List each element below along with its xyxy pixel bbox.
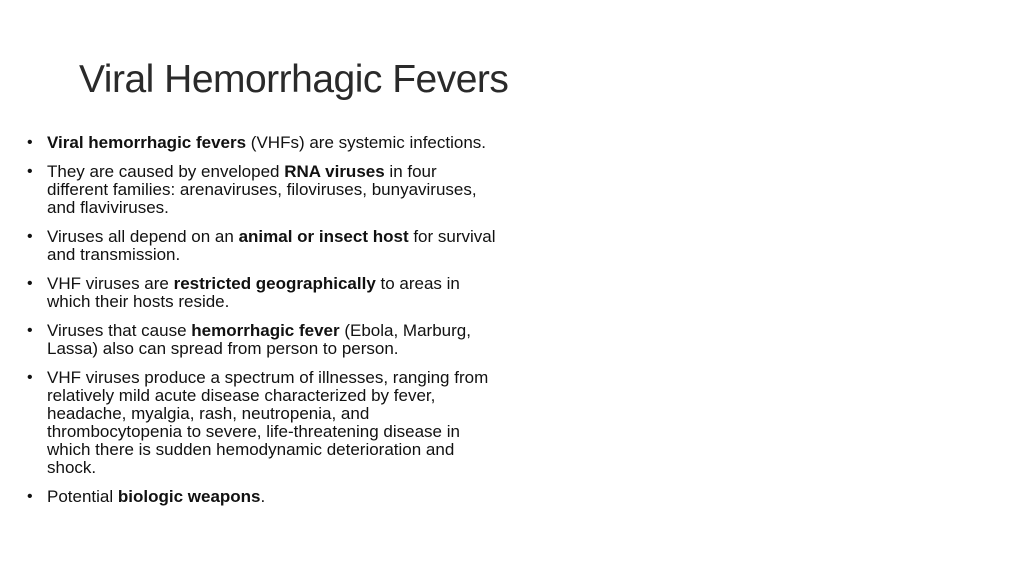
bullet-text-segment: VHF viruses are	[47, 274, 174, 293]
bullet-text	[47, 368, 488, 477]
bullet-text-segment: VHF viruses produce a spectrum of illnesses, ranging from relatively mild acute disease characterized by fever, headache, myalgia, rash, neutropenia, and thrombocytopenia to severe, life-threatening disease in which there is sudden hemodynamic deterioration and shock.	[47, 368, 489, 477]
bold-term: biologic weapons	[117, 487, 261, 506]
bold-term: hemorrhagic fever	[191, 321, 340, 340]
bullet-text-segment: (Ebola, Marburg, Lassa) also can spread from person to person.	[47, 321, 471, 358]
bullet-item	[27, 369, 497, 477]
bullet-dot-icon: •	[27, 228, 33, 245]
bullet-text	[47, 487, 265, 506]
bullet-item	[27, 322, 497, 358]
bullet-text-segment: to areas in which their hosts reside.	[47, 274, 460, 311]
bullet-text	[47, 274, 460, 311]
bold-term: Viral hemorrhagic fevers	[47, 133, 247, 152]
bullet-text-segment: (VHFs) are systemic infections.	[246, 133, 487, 152]
bold-term: RNA viruses	[284, 162, 385, 181]
bullet-text	[47, 133, 486, 152]
bullet-text-segment: Viruses that cause	[47, 321, 192, 340]
slide-title: Viral Hemorrhagic Fevers	[79, 58, 509, 101]
bullet-dot-icon: •	[27, 134, 33, 151]
bullet-text-segment: .	[260, 487, 266, 506]
bullet-text-segment: in four different families: arenaviruses, filoviruses, bunyaviruses, and flaviviruses.	[47, 162, 477, 217]
bullet-dot-icon: •	[27, 163, 33, 180]
bold-term: restricted geographically	[173, 274, 376, 293]
bullet-text	[47, 162, 477, 217]
bullet-item	[27, 163, 497, 217]
bullet-dot-icon: •	[27, 275, 33, 292]
bullet-text	[47, 227, 496, 264]
bullet-dot-icon: •	[27, 369, 33, 386]
bullet-dot-icon: •	[27, 488, 33, 505]
bullet-text-segment: They are caused by enveloped	[47, 162, 285, 181]
bullet-item	[27, 275, 497, 311]
bullet-text-segment: Potential	[47, 487, 118, 506]
bullet-dot-icon: •	[27, 322, 33, 339]
bullet-item	[27, 134, 497, 152]
bullet-text-segment: Viruses all depend on an	[47, 227, 239, 246]
bullet-item	[27, 228, 497, 264]
bullet-text-segment: for survival and transmission.	[47, 227, 496, 264]
bullet-text	[47, 321, 471, 358]
bullet-item	[27, 488, 497, 506]
bold-term: animal or insect host	[238, 227, 409, 246]
bullet-list	[27, 134, 497, 517]
